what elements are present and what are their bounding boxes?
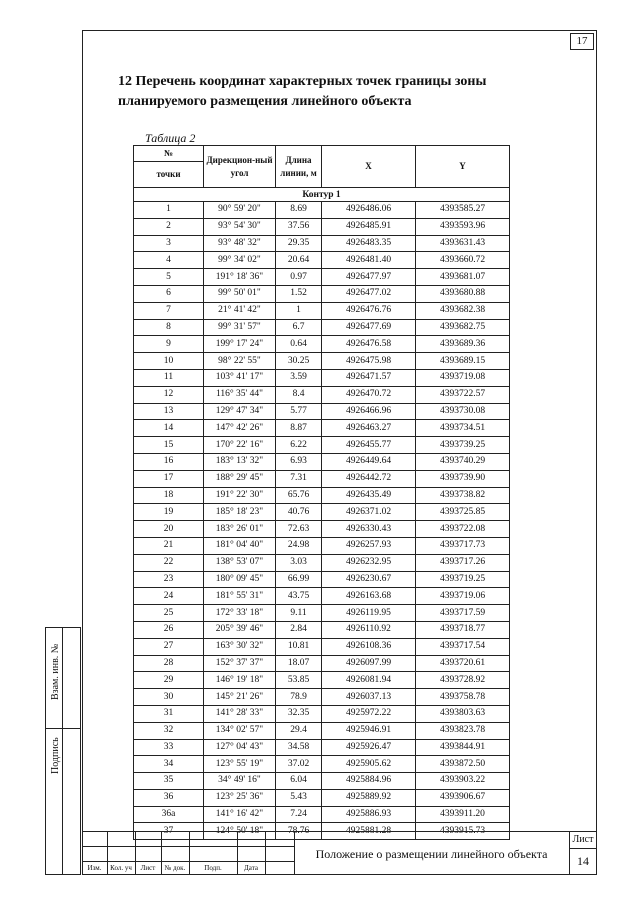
x-coordinate-cell: 4926163.68 — [322, 588, 416, 605]
direction-angle-cell: 170° 22' 16" — [204, 437, 276, 454]
direction-angle-cell: 152° 37' 37" — [204, 655, 276, 672]
header-length: Длина линии, м — [276, 146, 322, 188]
line-length-cell: 6.93 — [276, 453, 322, 470]
direction-angle-cell: 103° 41' 17" — [204, 369, 276, 386]
line-length-cell: 6.04 — [276, 773, 322, 790]
direction-angle-cell: 21° 41' 42" — [204, 302, 276, 319]
point-number-cell: 29 — [134, 672, 204, 689]
header-num-line1: № — [134, 146, 204, 162]
x-coordinate-cell: 4926435.49 — [322, 487, 416, 504]
direction-angle-cell: 205° 39' 46" — [204, 621, 276, 638]
point-number-cell: 33 — [134, 739, 204, 756]
x-coordinate-cell: 4926476.58 — [322, 336, 416, 353]
direction-angle-cell: 181° 04' 40" — [204, 537, 276, 554]
side-block-signature — [45, 728, 81, 875]
direction-angle-cell: 147° 42' 26" — [204, 420, 276, 437]
direction-angle-cell: 183° 26' 01" — [204, 521, 276, 538]
x-coordinate-cell: 4925926.47 — [322, 739, 416, 756]
stamp-label-sheet: Лист — [140, 864, 156, 872]
x-coordinate-cell: 4926471.57 — [322, 369, 416, 386]
y-coordinate-cell: 4393739.90 — [416, 470, 510, 487]
y-coordinate-cell: 4393915.73 — [416, 823, 510, 840]
point-number-cell: 22 — [134, 554, 204, 571]
x-coordinate-cell: 4926097.99 — [322, 655, 416, 672]
x-coordinate-cell: 4925946.91 — [322, 722, 416, 739]
y-coordinate-cell: 4393682.38 — [416, 302, 510, 319]
x-coordinate-cell: 4925972.22 — [322, 705, 416, 722]
point-number-cell: 18 — [134, 487, 204, 504]
table-row — [134, 218, 510, 235]
line-length-cell: 66.99 — [276, 571, 322, 588]
table-row — [134, 773, 510, 790]
table-row — [134, 269, 510, 286]
direction-angle-cell: 145° 21' 26" — [204, 689, 276, 706]
point-number-cell: 24 — [134, 588, 204, 605]
direction-angle-cell: 141° 16' 42" — [204, 806, 276, 823]
table-row — [134, 386, 510, 403]
table-row — [134, 655, 510, 672]
y-coordinate-cell: 4393872.50 — [416, 756, 510, 773]
point-number-cell: 23 — [134, 571, 204, 588]
line-length-cell: 7.31 — [276, 470, 322, 487]
x-coordinate-cell: 4926081.94 — [322, 672, 416, 689]
direction-angle-cell: 146° 19' 18" — [204, 672, 276, 689]
x-coordinate-cell: 4926371.02 — [322, 504, 416, 521]
x-coordinate-cell: 4926037.13 — [322, 689, 416, 706]
table-row — [134, 369, 510, 386]
line-length-cell: 30.25 — [276, 353, 322, 370]
x-coordinate-cell: 4926442.72 — [322, 470, 416, 487]
table-row — [134, 588, 510, 605]
table-row — [134, 521, 510, 538]
point-number-cell: 11 — [134, 369, 204, 386]
table-row — [134, 336, 510, 353]
table-row — [134, 554, 510, 571]
y-coordinate-cell: 4393689.36 — [416, 336, 510, 353]
x-coordinate-cell: 4926119.95 — [322, 605, 416, 622]
header-angle: Дирекцион-ный угол — [204, 146, 276, 188]
line-length-cell: 37.02 — [276, 756, 322, 773]
table-row — [134, 285, 510, 302]
table-row — [134, 739, 510, 756]
side-label-signature: Подпись — [50, 737, 61, 774]
direction-angle-cell: 99° 34' 02" — [204, 252, 276, 269]
direction-angle-cell: 129° 47' 34" — [204, 403, 276, 420]
direction-angle-cell: 138° 53' 07" — [204, 554, 276, 571]
table-row — [134, 302, 510, 319]
table-row — [134, 672, 510, 689]
x-coordinate-cell: 4926463.27 — [322, 420, 416, 437]
x-coordinate-cell: 4926477.02 — [322, 285, 416, 302]
coordinates-table — [133, 145, 510, 840]
point-number-cell: 7 — [134, 302, 204, 319]
point-number-cell: 15 — [134, 437, 204, 454]
sheet-number: 14 — [577, 854, 589, 868]
line-length-cell: 10.81 — [276, 638, 322, 655]
y-coordinate-cell: 4393719.08 — [416, 369, 510, 386]
line-length-cell: 7.24 — [276, 806, 322, 823]
direction-angle-cell: 180° 09' 45" — [204, 571, 276, 588]
x-coordinate-cell: 4925881.28 — [322, 823, 416, 840]
line-length-cell: 40.76 — [276, 504, 322, 521]
point-number-cell: 37 — [134, 823, 204, 840]
y-coordinate-cell: 4393720.61 — [416, 655, 510, 672]
table-row — [134, 689, 510, 706]
line-length-cell: 8.87 — [276, 420, 322, 437]
line-length-cell: 37.56 — [276, 218, 322, 235]
line-length-cell: 29.4 — [276, 722, 322, 739]
y-coordinate-cell: 4393758.78 — [416, 689, 510, 706]
point-number-cell: 2 — [134, 218, 204, 235]
y-coordinate-cell: 4393906.67 — [416, 789, 510, 806]
line-length-cell: 6.22 — [276, 437, 322, 454]
point-number-cell: 28 — [134, 655, 204, 672]
x-coordinate-cell: 4926455.77 — [322, 437, 416, 454]
y-coordinate-cell: 4393631.43 — [416, 235, 510, 252]
y-coordinate-cell: 4393725.85 — [416, 504, 510, 521]
point-number-cell: 36а — [134, 806, 204, 823]
title-block — [82, 831, 597, 875]
header-y: Y — [416, 146, 510, 188]
table-row — [134, 621, 510, 638]
y-coordinate-cell: 4393823.78 — [416, 722, 510, 739]
point-number-cell: 21 — [134, 537, 204, 554]
table-body — [134, 188, 510, 840]
y-coordinate-cell: 4393740.29 — [416, 453, 510, 470]
direction-angle-cell: 181° 55' 31" — [204, 588, 276, 605]
line-length-cell: 34.58 — [276, 739, 322, 756]
table-row — [134, 437, 510, 454]
y-coordinate-cell: 4393719.06 — [416, 588, 510, 605]
table-row — [134, 705, 510, 722]
line-length-cell: 8.69 — [276, 202, 322, 219]
table-row — [134, 252, 510, 269]
table-row — [134, 202, 510, 219]
table-row — [134, 789, 510, 806]
line-length-cell: 0.64 — [276, 336, 322, 353]
x-coordinate-cell: 4926485.91 — [322, 218, 416, 235]
point-number-cell: 32 — [134, 722, 204, 739]
y-coordinate-cell: 4393722.08 — [416, 521, 510, 538]
table-row — [134, 638, 510, 655]
x-coordinate-cell: 4926470.72 — [322, 386, 416, 403]
y-coordinate-cell: 4393728.92 — [416, 672, 510, 689]
line-length-cell: 1 — [276, 302, 322, 319]
sheet-label: Лист — [572, 834, 594, 845]
point-number-cell: 34 — [134, 756, 204, 773]
point-number-cell: 26 — [134, 621, 204, 638]
y-coordinate-cell: 4393903.22 — [416, 773, 510, 790]
x-coordinate-cell: 4926483.35 — [322, 235, 416, 252]
table-row — [134, 537, 510, 554]
line-length-cell: 5.77 — [276, 403, 322, 420]
y-coordinate-cell: 4393911.20 — [416, 806, 510, 823]
x-coordinate-cell: 4926481.40 — [322, 252, 416, 269]
table-row — [134, 722, 510, 739]
side-label-replacement: Взам. инв. № — [50, 643, 61, 700]
point-number-cell: 4 — [134, 252, 204, 269]
direction-angle-cell: 123° 25' 36" — [204, 789, 276, 806]
direction-angle-cell: 134° 02' 57" — [204, 722, 276, 739]
stamp-label-doc: № док. — [164, 864, 186, 872]
x-coordinate-cell: 4926330.43 — [322, 521, 416, 538]
direction-angle-cell: 99° 50' 01" — [204, 285, 276, 302]
line-length-cell: 65.76 — [276, 487, 322, 504]
stamp-label-count: Кол. уч — [110, 864, 132, 872]
direction-angle-cell: 141° 28' 33" — [204, 705, 276, 722]
y-coordinate-cell: 4393803.63 — [416, 705, 510, 722]
line-length-cell: 24.98 — [276, 537, 322, 554]
y-coordinate-cell: 4393681.07 — [416, 269, 510, 286]
point-number-cell: 35 — [134, 773, 204, 790]
y-coordinate-cell: 4393682.75 — [416, 319, 510, 336]
line-length-cell: 72.63 — [276, 521, 322, 538]
contour-label: Контур 1 — [134, 188, 510, 202]
point-number-cell: 19 — [134, 504, 204, 521]
line-length-cell: 18.07 — [276, 655, 322, 672]
line-length-cell: 6.7 — [276, 319, 322, 336]
x-coordinate-cell: 4926110.92 — [322, 621, 416, 638]
direction-angle-cell: 185° 18' 23" — [204, 504, 276, 521]
y-coordinate-cell: 4393722.57 — [416, 386, 510, 403]
point-number-cell: 36 — [134, 789, 204, 806]
line-length-cell: 3.59 — [276, 369, 322, 386]
header-x: X — [322, 146, 416, 188]
point-number-cell: 14 — [134, 420, 204, 437]
table-row — [134, 319, 510, 336]
direction-angle-cell: 191° 18' 36" — [204, 269, 276, 286]
y-coordinate-cell: 4393680.88 — [416, 285, 510, 302]
table-row — [134, 756, 510, 773]
direction-angle-cell: 99° 31' 57" — [204, 319, 276, 336]
x-coordinate-cell: 4926486.06 — [322, 202, 416, 219]
top-page-number: 17 — [570, 33, 594, 50]
side-block-replacement — [45, 627, 81, 729]
direction-angle-cell: 188° 29' 45" — [204, 470, 276, 487]
point-number-cell: 20 — [134, 521, 204, 538]
point-number-cell: 27 — [134, 638, 204, 655]
direction-angle-cell: 124° 50' 18" — [204, 823, 276, 840]
point-number-cell: 5 — [134, 269, 204, 286]
x-coordinate-cell: 4926477.69 — [322, 319, 416, 336]
table-caption: Таблица 2 — [145, 131, 196, 145]
point-number-cell: 8 — [134, 319, 204, 336]
line-length-cell: 0.97 — [276, 269, 322, 286]
y-coordinate-cell: 4393585.27 — [416, 202, 510, 219]
point-number-cell: 17 — [134, 470, 204, 487]
x-coordinate-cell: 4925886.93 — [322, 806, 416, 823]
header-num-line2: точки — [134, 162, 204, 188]
y-coordinate-cell: 4393739.25 — [416, 437, 510, 454]
x-coordinate-cell: 4926466.96 — [322, 403, 416, 420]
table-row — [134, 605, 510, 622]
line-length-cell: 2.84 — [276, 621, 322, 638]
direction-angle-cell: 98° 22' 55" — [204, 353, 276, 370]
table-row — [134, 420, 510, 437]
y-coordinate-cell: 4393734.51 — [416, 420, 510, 437]
x-coordinate-cell: 4926475.98 — [322, 353, 416, 370]
table-row — [134, 235, 510, 252]
table-row — [134, 806, 510, 823]
y-coordinate-cell: 4393718.77 — [416, 621, 510, 638]
line-length-cell: 1.52 — [276, 285, 322, 302]
y-coordinate-cell: 4393844.91 — [416, 739, 510, 756]
line-length-cell: 20.64 — [276, 252, 322, 269]
table-row — [134, 504, 510, 521]
direction-angle-cell: 34° 49' 16" — [204, 773, 276, 790]
point-number-cell: 10 — [134, 353, 204, 370]
x-coordinate-cell: 4926476.76 — [322, 302, 416, 319]
point-number-cell: 30 — [134, 689, 204, 706]
direction-angle-cell: 123° 55' 19" — [204, 756, 276, 773]
direction-angle-cell: 191° 22' 30" — [204, 487, 276, 504]
point-number-cell: 3 — [134, 235, 204, 252]
table-row — [134, 470, 510, 487]
stamp-label-date: Дата — [244, 864, 258, 872]
x-coordinate-cell: 4926108.36 — [322, 638, 416, 655]
x-coordinate-cell: 4925905.62 — [322, 756, 416, 773]
y-coordinate-cell: 4393593.96 — [416, 218, 510, 235]
line-length-cell: 78.76 — [276, 823, 322, 840]
y-coordinate-cell: 4393717.59 — [416, 605, 510, 622]
direction-angle-cell: 93° 48' 32" — [204, 235, 276, 252]
x-coordinate-cell: 4926232.95 — [322, 554, 416, 571]
table-row — [134, 353, 510, 370]
direction-angle-cell: 127° 04' 43" — [204, 739, 276, 756]
direction-angle-cell: 163° 30' 32" — [204, 638, 276, 655]
line-length-cell: 8.4 — [276, 386, 322, 403]
y-coordinate-cell: 4393719.25 — [416, 571, 510, 588]
line-length-cell: 5.43 — [276, 789, 322, 806]
direction-angle-cell: 183° 13' 32" — [204, 453, 276, 470]
x-coordinate-cell: 4926230.67 — [322, 571, 416, 588]
point-number-cell: 16 — [134, 453, 204, 470]
x-coordinate-cell: 4926257.93 — [322, 537, 416, 554]
y-coordinate-cell: 4393730.08 — [416, 403, 510, 420]
point-number-cell: 9 — [134, 336, 204, 353]
x-coordinate-cell: 4925884.96 — [322, 773, 416, 790]
line-length-cell: 78.9 — [276, 689, 322, 706]
table-row — [134, 453, 510, 470]
x-coordinate-cell: 4925889.92 — [322, 789, 416, 806]
stamp-label-signature: Подп. — [204, 864, 222, 872]
y-coordinate-cell: 4393660.72 — [416, 252, 510, 269]
direction-angle-cell: 93° 54' 30" — [204, 218, 276, 235]
direction-angle-cell: 116° 35' 44" — [204, 386, 276, 403]
document-title: Положение о размещении линейного объекта — [315, 847, 548, 861]
direction-angle-cell: 90° 59' 20" — [204, 202, 276, 219]
direction-angle-cell: 199° 17' 24" — [204, 336, 276, 353]
stamp-label-change: Изм. — [87, 864, 102, 872]
point-number-cell: 31 — [134, 705, 204, 722]
direction-angle-cell: 172° 33' 18" — [204, 605, 276, 622]
table-row — [134, 403, 510, 420]
point-number-cell: 25 — [134, 605, 204, 622]
y-coordinate-cell: 4393717.26 — [416, 554, 510, 571]
point-number-cell: 1 — [134, 202, 204, 219]
line-length-cell: 9.11 — [276, 605, 322, 622]
line-length-cell: 3.03 — [276, 554, 322, 571]
y-coordinate-cell: 4393689.15 — [416, 353, 510, 370]
section-heading: 12 Перечень координат характерных точек границы зоны планируемого размещения линейного объекта — [118, 74, 487, 109]
line-length-cell: 32.35 — [276, 705, 322, 722]
point-number-cell: 12 — [134, 386, 204, 403]
table-row — [134, 571, 510, 588]
line-length-cell: 43.75 — [276, 588, 322, 605]
x-coordinate-cell: 4926477.97 — [322, 269, 416, 286]
x-coordinate-cell: 4926449.64 — [322, 453, 416, 470]
y-coordinate-cell: 4393738.82 — [416, 487, 510, 504]
point-number-cell: 6 — [134, 285, 204, 302]
line-length-cell: 53.85 — [276, 672, 322, 689]
y-coordinate-cell: 4393717.73 — [416, 537, 510, 554]
line-length-cell: 29.35 — [276, 235, 322, 252]
point-number-cell: 13 — [134, 403, 204, 420]
table-row — [134, 487, 510, 504]
y-coordinate-cell: 4393717.54 — [416, 638, 510, 655]
